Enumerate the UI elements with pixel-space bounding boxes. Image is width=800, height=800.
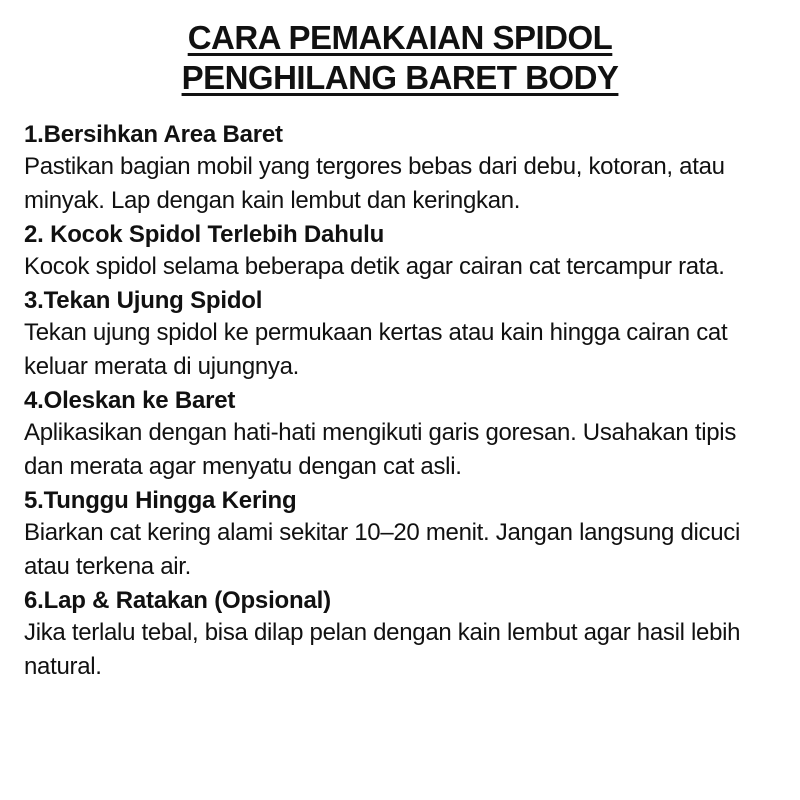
step-2 xyxy=(24,220,776,284)
step-4 xyxy=(24,386,776,484)
step-heading: 2. Kocok Spidol Terlebih Dahulu xyxy=(24,221,385,248)
step-heading: 5.Tunggu Hingga Kering xyxy=(24,487,297,514)
step-6 xyxy=(24,586,776,684)
step-body: Pastikan bagian mobil yang tergores bebas dari debu, kotoran, atau minyak. Lap dengan kain lembut dan keringkan. xyxy=(24,153,725,214)
step-body: Biarkan cat kering alami sekitar 10–20 menit. Jangan langsung dicuci atau terkena air. xyxy=(24,519,741,580)
step-body: Aplikasikan dengan hati-hati mengikuti garis goresan. Usahakan tipis dan merata agar menyatu dengan cat asli. xyxy=(24,419,737,480)
page-title-line-1: CARA PEMAKAIAN SPIDOL xyxy=(187,19,613,56)
step-heading: 1.Bersihkan Area Baret xyxy=(24,121,283,148)
step-body: Jika terlalu tebal, bisa dilap pelan dengan kain lembut agar hasil lebih natural. xyxy=(24,619,741,680)
step-5 xyxy=(24,486,776,584)
page-title-line-2: PENGHILANG BARET BODY xyxy=(181,59,619,96)
step-1 xyxy=(24,120,776,218)
step-heading: 4.Oleskan ke Baret xyxy=(24,387,236,414)
page-title xyxy=(24,18,776,98)
step-body: Kocok spidol selama beberapa detik agar cairan cat tercampur rata. xyxy=(24,253,725,280)
step-3 xyxy=(24,286,776,384)
step-heading: 6.Lap & Ratakan (Opsional) xyxy=(24,587,331,614)
step-body: Tekan ujung spidol ke permukaan kertas atau kain hingga cairan cat keluar merata di ujungnya. xyxy=(24,319,728,380)
step-heading: 3.Tekan Ujung Spidol xyxy=(24,287,263,314)
